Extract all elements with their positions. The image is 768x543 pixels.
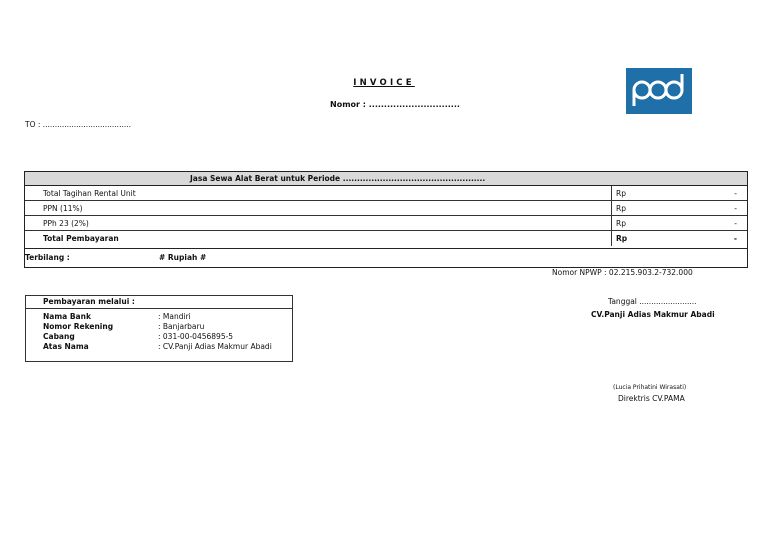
currency: Rp (616, 189, 626, 198)
amount-cell (611, 186, 747, 200)
amount: - (734, 219, 737, 228)
terbilang-label: Terbilang : (25, 253, 70, 262)
row-label: PPN (11%) (43, 204, 83, 213)
field-key: Cabang (43, 332, 75, 341)
signer-name: (Lucia Prihatini Wirasati) (613, 384, 687, 391)
charges-table (24, 171, 748, 268)
field-key: Nomor Rekening (43, 322, 114, 331)
company-name: CV.Panji Adias Makmur Abadi (591, 310, 715, 319)
row-label: Total Pembayaran (43, 234, 119, 243)
invoice-title: INVOICE (353, 78, 415, 88)
table-row (25, 201, 747, 216)
amount: - (734, 204, 737, 213)
table-header-text: Jasa Sewa Alat Berat untuk Periode .................................................. (190, 174, 486, 183)
terbilang-value: # Rupiah # (159, 253, 207, 262)
field-value: : CV.Panji Adias Makmur Abadi (158, 342, 272, 351)
terbilang-row (25, 248, 747, 267)
field-value: : 031-00-0456895-5 (158, 332, 234, 341)
field-value: : Banjarbaru (158, 322, 205, 331)
payment-header (26, 296, 292, 309)
currency: Rp (616, 219, 626, 228)
company-logo (626, 68, 692, 114)
payment-title: Pembayaran melalui : (43, 297, 135, 306)
field-key: Atas Nama (43, 342, 89, 351)
table-header (25, 172, 747, 186)
npwp-number: Nomor NPWP : 02.215.903.2-732.000 (552, 268, 693, 277)
amount-cell (611, 216, 747, 230)
pod-logo-icon (626, 68, 692, 114)
currency: Rp (616, 234, 628, 243)
invoice-number: Nomor : .............................. (330, 100, 460, 109)
payment-box (25, 295, 293, 362)
signer-role: Direktris CV.PAMA (618, 394, 685, 403)
amount-cell (611, 201, 747, 215)
date-line: Tanggal ........................ (608, 297, 697, 306)
field-value: : Mandiri (158, 312, 191, 321)
table-row (25, 186, 747, 201)
row-label: Total Tagihan Rental Unit (43, 189, 136, 198)
field-key: Nama Bank (43, 312, 91, 321)
recipient-line: TO : ..................................... (25, 120, 131, 129)
currency: Rp (616, 204, 626, 213)
row-label: PPh 23 (2%) (43, 219, 89, 228)
table-row (25, 216, 747, 231)
table-row-total (25, 231, 747, 246)
amount: - (733, 234, 737, 243)
amount-cell (611, 231, 747, 246)
amount: - (734, 189, 737, 198)
